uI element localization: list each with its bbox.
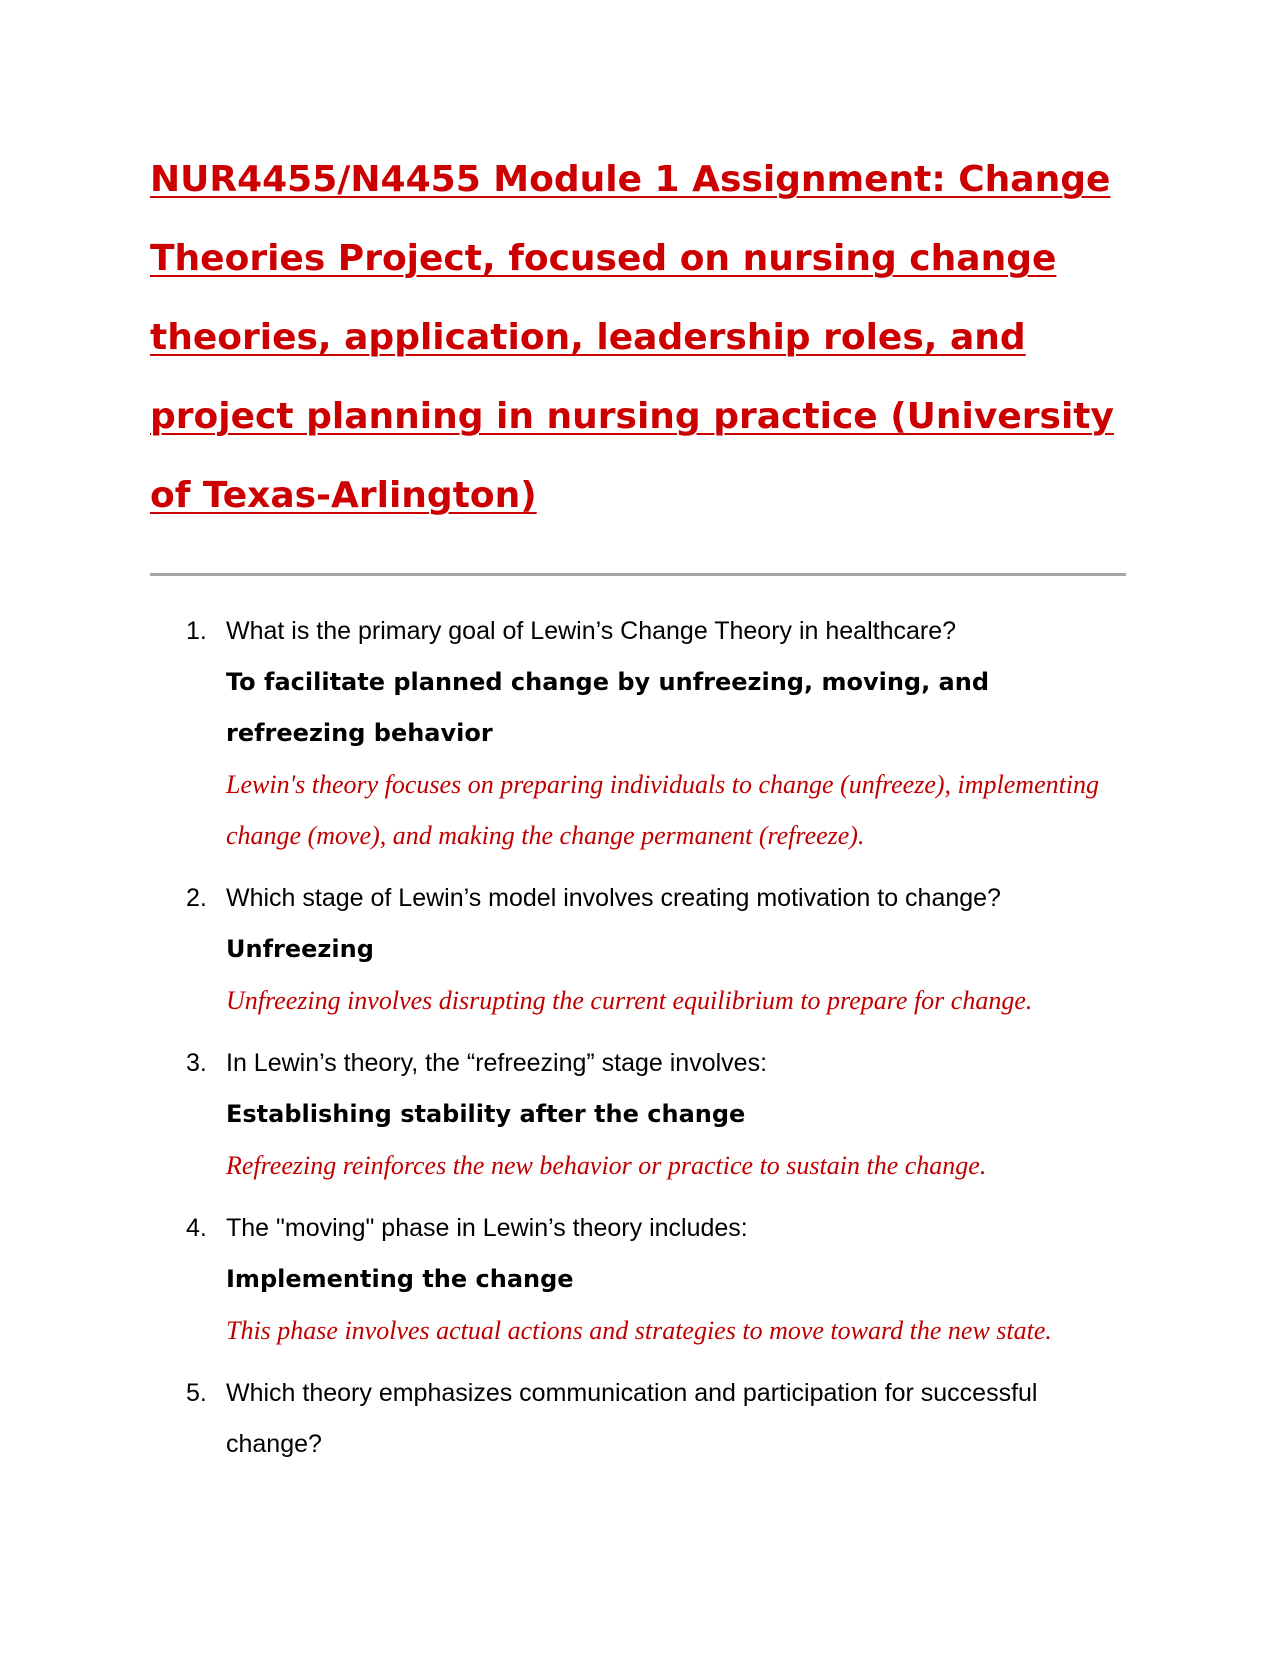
- question-item-5: [150, 1368, 1120, 1470]
- answer-text: Implementing the change: [226, 1265, 574, 1293]
- explanation-text: Lewin's theory focuses on preparing individuals to change (unfreeze), implementing change (move), and making the change permanent (refreeze).: [226, 770, 1100, 850]
- question-number: 5.: [186, 1379, 207, 1407]
- question-text: Which theory emphasizes communication and participation for successful change?: [226, 1379, 1038, 1458]
- answer-text: Establishing stability after the change: [226, 1100, 746, 1128]
- question-text: What is the primary goal of Lewin’s Change Theory in healthcare?: [226, 617, 957, 645]
- question-number: 2.: [186, 884, 207, 912]
- answer-text: Unfreezing: [226, 935, 374, 963]
- explanation-text: Unfreezing involves disrupting the current equilibrium to prepare for change.: [226, 986, 1033, 1015]
- question-text: The "moving" phase in Lewin’s theory includes:: [226, 1214, 748, 1242]
- question-item-1: [150, 606, 1120, 861]
- explanation-text: Refreezing reinforces the new behavior or practice to sustain the change.: [226, 1151, 987, 1180]
- question-text: In Lewin’s theory, the “refreezing” stage involves:: [226, 1049, 768, 1077]
- question-item-3: [150, 1038, 1120, 1191]
- question-number: 4.: [186, 1214, 207, 1242]
- answer-text: To facilitate planned change by unfreezing, moving, and refreezing behavior: [226, 668, 990, 747]
- explanation-text: This phase involves actual actions and strategies to move toward the new state.: [226, 1316, 1052, 1345]
- question-item-2: [150, 873, 1120, 1026]
- document-title-text: NUR4455/N4455 Module 1 Assignment: Change Theories Project, focused on nursing change theories, application, leadership roles, and project planning in nursing practice (University of Texas-Arlington): [150, 159, 1114, 516]
- question-number: 3.: [186, 1049, 207, 1077]
- question-number: 1.: [186, 617, 207, 645]
- question-item-4: [150, 1203, 1120, 1356]
- question-list: [150, 606, 1120, 1482]
- horizontal-divider: [150, 573, 1126, 576]
- document-title: [150, 140, 1140, 535]
- question-text: Which stage of Lewin’s model involves creating motivation to change?: [226, 884, 1001, 912]
